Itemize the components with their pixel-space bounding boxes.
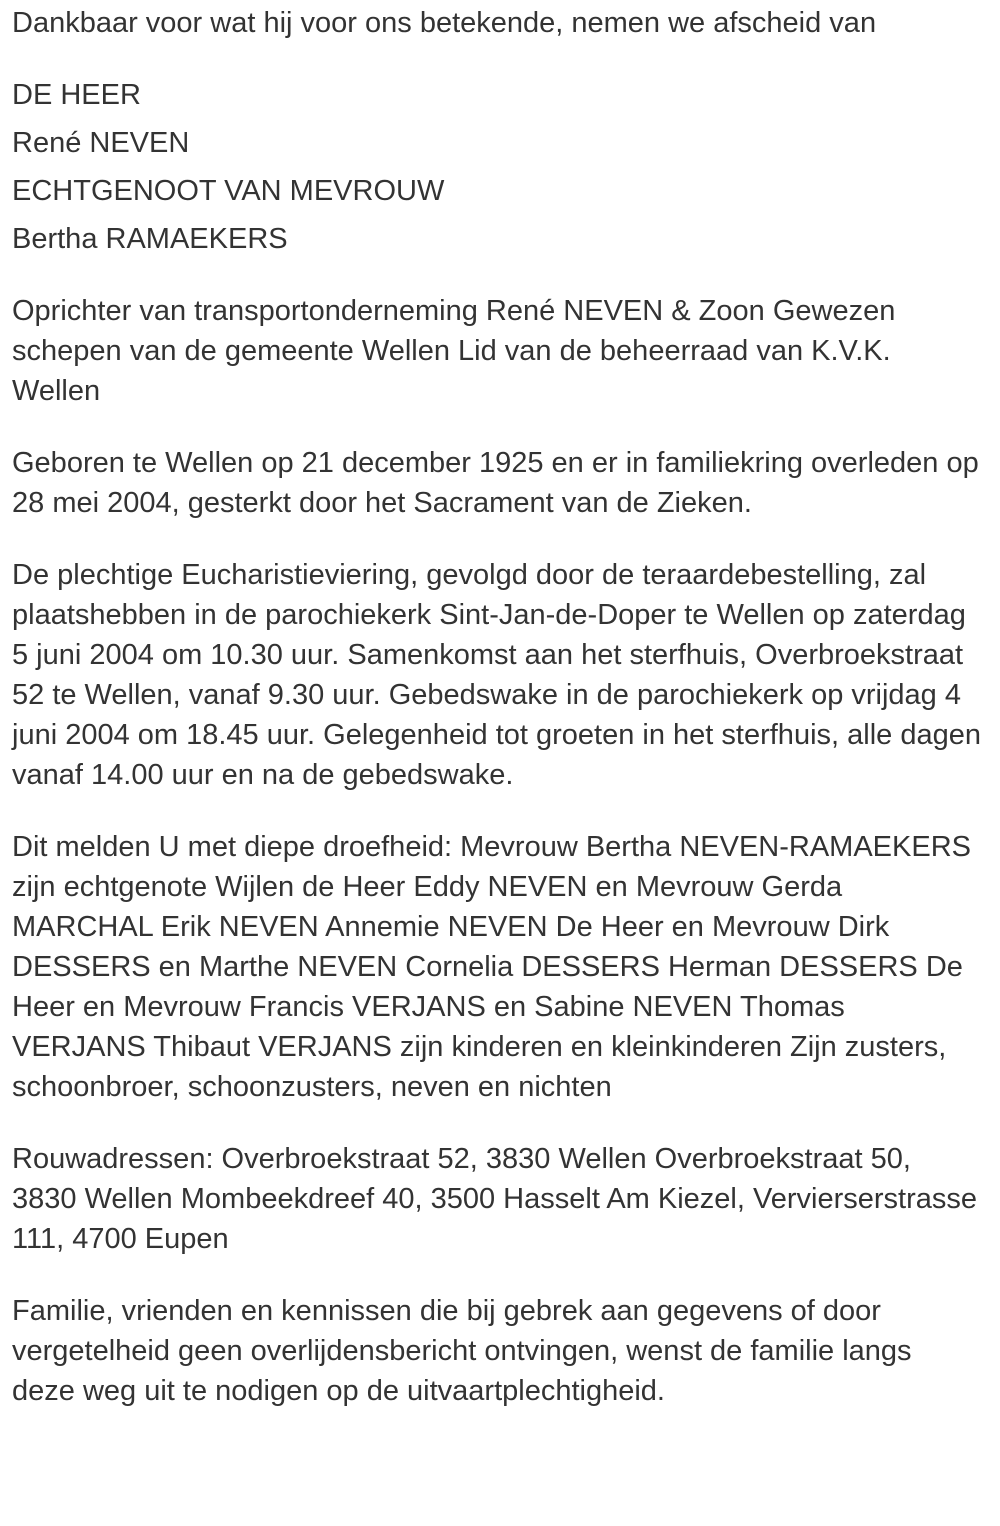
spouse-prefix: ECHTGENOOT VAN MEVROUW: [12, 175, 445, 207]
closing-paragraph: Familie, vrienden en kennissen die bij gebrek aan gegevens of door vergetelheid geen overlijdensbericht ontvingen, wenst de familie langs deze weg uit te nodigen op de uitvaartplechtigheid.: [12, 1295, 912, 1407]
intro-line: Dankbaar voor wat hij voor ons betekende, nemen we afscheid van: [12, 7, 877, 39]
title-prefix: DE HEER: [12, 79, 141, 111]
positions-paragraph: Oprichter van transportonderneming René NEVEN & Zoon Gewezen schepen van de gemeente Wellen Lid van de beheerraad van K.V.K. Wellen: [12, 295, 896, 407]
family-announcement-paragraph: Dit melden U met diepe droefheid: Mevrouw Bertha NEVEN-RAMAEKERS zijn echtgenote Wijlen de Heer Eddy NEVEN en Mevrouw Gerda MARCHAL Erik NEVEN Annemie NEVEN De Heer en Mevrouw Dirk DESSERS en Marthe NEVEN Cornelia DESSERS Herman DESSERS De Heer en Mevrouw Francis VERJANS en Sabine NEVEN Thomas VERJANS Thibaut VERJANS zijn kinderen en kleinkinderen Zijn zusters, schoonbroer, schoonzusters, neven en nichten: [12, 831, 971, 1103]
mourning-addresses-paragraph: Rouwadressen: Overbroekstraat 52, 3830 Wellen Overbroekstraat 50, 3830 Wellen Mombeekdreef 40, 3500 Hasselt Am Kiezel, Vervierserstrasse 111, 4700 Eupen: [12, 1143, 978, 1255]
birth-death-paragraph: Geboren te Wellen op 21 december 1925 en er in familiekring overleden op 28 mei 2004, gesterkt door het Sacrament van de Zieken.: [12, 447, 979, 519]
deceased-name: René NEVEN: [12, 127, 190, 159]
funeral-arrangements-paragraph: De plechtige Eucharistieviering, gevolgd door de teraardebestelling, zal plaatshebben in de parochiekerk Sint-Jan-de-Doper te Wellen op zaterdag 5 juni 2004 om 10.30 uur. Samenkomst aan het sterfhuis, Overbroekstraat 52 te Wellen, vanaf 9.30 uur. Gebedswake in de parochiekerk op vrijdag 4 juni 2004 om 18.45 uur. Gelegenheid tot groeten in het sterfhuis, alle dagen vanaf 14.00 uur en na de gebedswake.: [12, 559, 981, 791]
spouse-name: Bertha RAMAEKERS: [12, 223, 288, 255]
